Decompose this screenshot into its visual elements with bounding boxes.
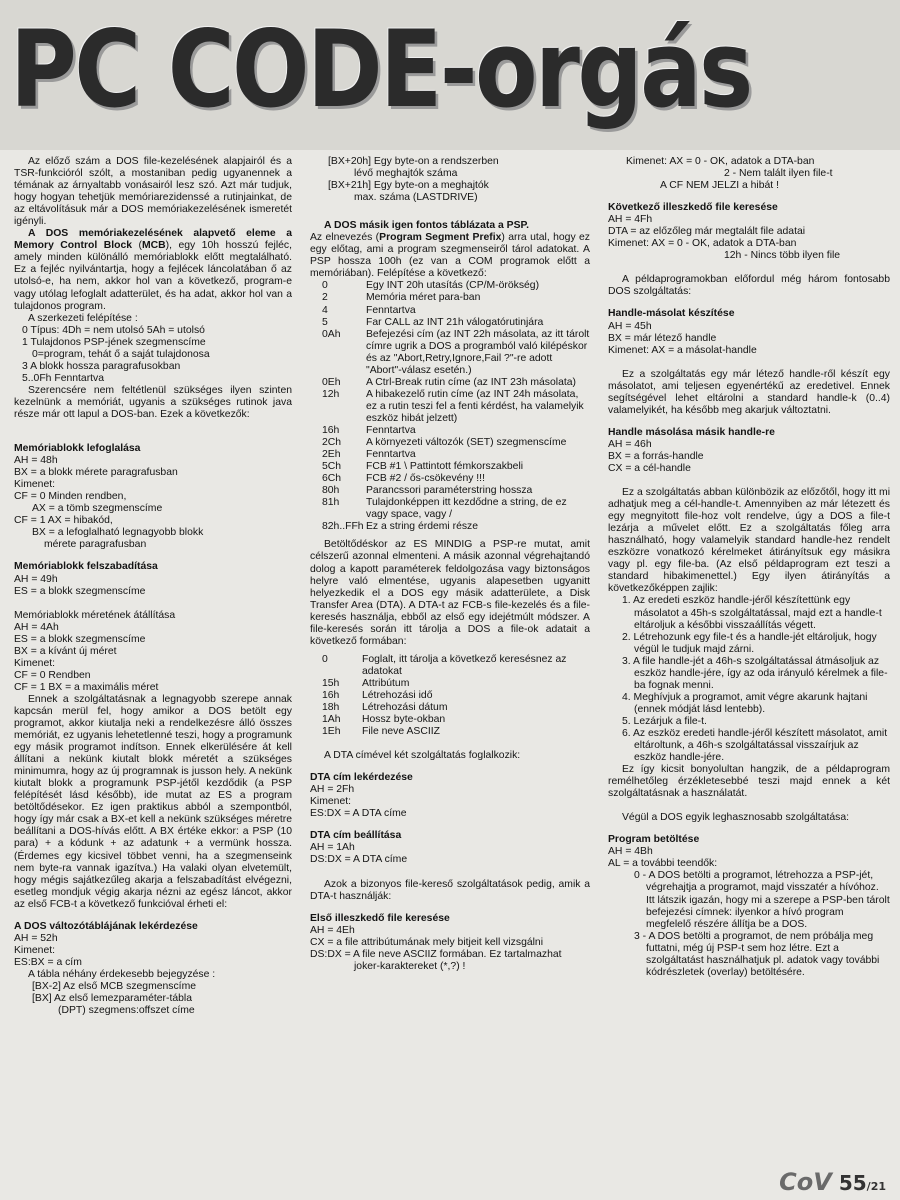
exec-line: AL = a további teendők: xyxy=(608,858,718,870)
steps-after: Ez így kicsit bonyolultan hangzik, de a példaprogram remélhetőleg érzékletesebbé teszi majd ennek a két szolgáltatásnak a használatát. xyxy=(608,764,890,800)
dup-paragraph: Ez a szolgáltatás egy már létező handle-ről készít egy másolatot, ami teljesen egyenértékű az eredetivel. Ennek segítségével lehet eltárolni a standard handle-k (0..4) valamelyikét, ha később meg akarjuk változtatni. xyxy=(608,368,890,416)
resize-title: Memóriablokk méretének átállítása xyxy=(14,609,176,621)
psp-row xyxy=(310,292,590,304)
struct-line: 0 Típus: 4Dh = nem utolsó 5Ah = utolsó xyxy=(22,324,205,336)
column-1 xyxy=(14,156,292,1017)
env-line: AH = 52h xyxy=(14,932,58,944)
psp-row xyxy=(310,280,590,292)
psp-desc: FCB #2 / ős-csökevény !!! xyxy=(366,473,485,485)
psp-desc: Fenntartva xyxy=(366,304,416,316)
psp-offset: 2Eh xyxy=(322,449,341,461)
env-entry: [BX] Az első lemezparaméter-tábla xyxy=(32,993,192,1005)
dta-row xyxy=(310,678,590,690)
page-number: 55 xyxy=(838,1171,867,1195)
psp-offset: 6Ch xyxy=(322,473,342,485)
dta-desc: Foglalt, itt tárolja a következő keresésnez az adatokat xyxy=(362,653,567,677)
exec-options-list xyxy=(608,870,890,978)
dta-desc: File neve ASCIIZ xyxy=(362,726,440,738)
dup-line: AH = 45h xyxy=(608,320,652,332)
psp-offset: 2Ch xyxy=(322,437,342,449)
search-intro: Azok a bizonyos file-kereső szolgáltatások pedig, amik a DTA-t használják: xyxy=(310,878,590,902)
psp-row xyxy=(310,389,590,425)
dta-get-line: AH = 2Fh xyxy=(310,784,355,796)
psp-offset: 5Ch xyxy=(322,461,342,473)
psp-row xyxy=(310,305,590,317)
dta-desc: Hossz byte-okban xyxy=(362,714,446,726)
psp-desc: A környezeti változók (SET) szegmenscíme xyxy=(366,437,567,449)
redirect-step: 4. Meghívjuk a programot, amit végre akarunk hajtani (ennek módját lásd lentebb). xyxy=(622,691,868,715)
next-line: Kimenet: AX = 0 - OK, adatok a DTA-ban xyxy=(608,238,797,250)
alloc-line: BX = a lefoglalható legnagyobb blokk xyxy=(32,527,204,539)
struct-line: 5..0Fh Fenntartva xyxy=(22,372,105,384)
psp-row xyxy=(310,461,590,473)
psp-row xyxy=(310,497,590,521)
psp-offset: 0Eh xyxy=(322,376,341,388)
psp-offset: 82h..FFh xyxy=(322,521,364,533)
table-entry: [BX+21h] Egy byte-on a meghajtók xyxy=(328,180,489,192)
dta-services: A DTA címével két szolgáltatás foglalkozik: xyxy=(324,750,521,762)
resize-line: Kimenet: xyxy=(14,657,56,669)
dta-offset: 1Eh xyxy=(322,726,341,738)
psp-desc: Egy INT 20h utasítás (CP/M-örökség) xyxy=(366,280,540,292)
page-footer xyxy=(779,1168,886,1196)
column-3 xyxy=(608,156,890,979)
exec-line: AH = 4Bh xyxy=(608,846,653,858)
psp-row xyxy=(310,521,590,533)
dup-title: Handle-másolat készítése xyxy=(608,308,735,320)
psp-desc: Memória méret para-ban xyxy=(366,292,481,304)
dta-desc: Létrehozási idő xyxy=(362,689,433,701)
psp-desc: Ez a string érdemi része xyxy=(366,521,479,533)
title-banner xyxy=(0,0,900,150)
dup2-line: BX = a forrás-handle xyxy=(608,450,704,462)
alloc-line: Kimenet: xyxy=(14,479,56,491)
psp-intro-a: Az elnevezés ( xyxy=(310,232,380,244)
dup2-title: Handle másolása másik handle-re xyxy=(608,426,775,438)
psp-offset: 0Ah xyxy=(322,328,341,340)
dta-paragraph: Betöltődéskor az ES MINDIG a PSP-re mutat, amit célszerű azonnal elmenteni. A másik azonnal végrehajtandó dolog a kapott paraméterek feldolgozása vagy biztonságos helyre való elmentése, ugyanis alapesetben ugyanitt helyezkedik el a DOS egy másik adatterülete, a Disk Transfer Area (DTA). A DTA-t az FCB-s file-kezelés és a file-keresés használja, ebből az első egy idejétmúlt módszer. A file-keresés során itt tárolja a DOS a file-ok adatait a következő formában: xyxy=(310,539,590,647)
psp-desc: FCB #1 \ Pattintott fémkorszakbeli xyxy=(366,461,524,473)
struct-line: 3 A blokk hossza paragrafusokban xyxy=(22,360,181,372)
dta-offset: 18h xyxy=(322,702,340,714)
resize-line: BX = a kívánt új méret xyxy=(14,645,117,657)
alloc-line: CF = 0 Minden rendben, xyxy=(14,491,127,503)
psp-desc: Befejezési cím (az INT 22h másolata, az itt tárolt címre ugrik a DOS a programból való kilépéskor és az "Abort,Retry,Ignore,Fail ?"-re adott "Abort"-válasz esetén.) xyxy=(366,328,590,376)
dta-offset: 1Ah xyxy=(322,714,341,726)
mcb-term: Memory Control Block xyxy=(14,240,133,252)
resize-line: CF = 1 BX = a maximális méret xyxy=(14,681,159,693)
mcb-rest: , egy 10h hosszú fejléc, amely minden különálló memóriablokk előtt megtalálható. Ez a fejléc nyilvántartja, hogy a fejlécek láncolatában ő az utolsó-e, ha nem, akkor hol van a következő, program-e vagy utólag lefoglalt adatterület, és ha adat, akkor hol van a tulajdonos program. xyxy=(14,240,292,312)
redirect-step: 6. Az eszköz eredeti handle-jéről készített másolatot, amit eltároltunk, a 46h-s szolgáltatással visszaírjuk az eszköz handle-jére. xyxy=(622,727,888,764)
resize-line: AH = 4Ah xyxy=(14,621,59,633)
struct-after: Szerencsére nem feltétlenül szükséges ilyen szinten kezelnünk a memóriát, ugyanis a szükséges rutinok java része már ott lapul a DOS-ban. Ezek a következők: xyxy=(14,384,292,420)
next-title: Következő illeszkedő file keresése xyxy=(608,202,778,214)
magazine-logo: CoV xyxy=(779,1168,832,1196)
psp-row xyxy=(310,329,590,377)
psp-intro-term: Program Segment Prefix xyxy=(379,232,502,244)
dta-row xyxy=(310,702,590,714)
struct-line: 0=program, tehát ő a saját tulajdonosa xyxy=(32,348,210,360)
dta-structure-list xyxy=(310,654,590,738)
env-note: A tábla néhány érdekesebb bejegyzése : xyxy=(28,968,216,980)
env-line: ES:BX = a cím xyxy=(14,956,82,968)
psp-title: A DOS másik igen fontos táblázata a PSP. xyxy=(324,220,529,232)
column-2 xyxy=(310,156,590,973)
psp-desc: Far CALL az INT 21h válogatórutinjára xyxy=(366,316,544,328)
resize-line: ES = a blokk szegmenscíme xyxy=(14,633,146,645)
alloc-title: Memóriablokk lefoglalása xyxy=(14,443,141,455)
page-title: PC CODE-orgás xyxy=(10,8,751,131)
dta-row xyxy=(310,654,590,678)
psp-intro xyxy=(310,232,590,280)
redirect-step: 2. Létrehozunk egy file-t és a handle-jét eltároljuk, hogy végül le tudjuk majd zárni. xyxy=(622,631,877,655)
psp-offset: 12h xyxy=(322,388,340,400)
dta-get-line: ES:DX = A DTA címe xyxy=(310,808,407,820)
first-out-line: A CF NEM JELZI a hibát ! xyxy=(660,180,779,192)
dta-set-title: DTA cím beállítása xyxy=(310,830,402,842)
mcb-paragraph: A DOS memóriakezelésének alapvető eleme a Memory Control Block (MCB), egy 10h hosszú fejléc, amely minden különálló memóriablokk előtt megtalálható. Ez a fejléc nyilvántartja, hogy a fejlécek láncolatában ő az utolsó-e, ha nem, akkor hol van a következő, program-e vagy utólag lefoglalt adatterület, és ha adat, akkor hol van a tulajdonos program. xyxy=(14,228,292,312)
dta-row xyxy=(310,726,590,738)
dta-get-title: DTA cím lekérdezése xyxy=(310,772,413,784)
psp-offset: 2 xyxy=(322,292,328,304)
psp-intro-b: ) arra utal, hogy ez egy előtag, ami a program szegmenseiről tárol adatokat. A PSP hossza 100h (ez van a COM programok előtt a memóriában). Felépítése a következő: xyxy=(310,232,590,280)
first-line: AH = 4Eh xyxy=(310,924,355,936)
dta-offset: 0 xyxy=(322,653,328,665)
psp-desc: Parancssori paraméterstring hossza xyxy=(366,485,533,497)
dup2-line: CX = a cél-handle xyxy=(608,462,691,474)
psp-desc: A Ctrl-Break rutin címe (az INT 23h másolata) xyxy=(366,376,576,388)
intro-paragraph: Az előző szám a DOS file-kezelésének alapjairól és a TSR-funkcióról szólt, a mostaniban pedig ugyanennek a témának az árnyaltabb vonásairól lesz szó. Azt már tudjuk, hogy hogyan tehetjük memóriarezidenssé a rutinjainkat, de az eltávolításuk már a DOS memóriakezelésének ismeretét igényli. xyxy=(14,156,292,228)
psp-row xyxy=(310,425,590,437)
table-entry: max. száma (LASTDRIVE) xyxy=(354,192,478,204)
psp-desc: A hibakezelő rutin címe (az INT 24h másolata, ez a rutin teszi fel a fenti kérdést, ha valamelyik eszköz hibát jelzett) xyxy=(366,388,584,424)
mcb-abbr: MCB xyxy=(141,240,166,252)
psp-offset: 81h xyxy=(322,497,340,509)
psp-row xyxy=(310,485,590,497)
next-line: DTA = az előzőleg már megtalált file adatai xyxy=(608,226,806,238)
first-out-line: Kimenet: AX = 0 - OK, adatok a DTA-ban xyxy=(626,156,815,167)
free-line: ES = a blokk szegmenscíme xyxy=(14,585,146,597)
first-line: DS:DX = A file neve ASCIIZ formában. Ez tartalmazhat joker-karaktereket (*,?) ! xyxy=(310,948,562,972)
psp-desc: Fenntartva xyxy=(366,424,416,436)
dta-row xyxy=(310,690,590,702)
env-title: A DOS változótáblájának lekérdezése xyxy=(14,920,198,932)
psp-desc: Fenntartva xyxy=(366,449,416,461)
psp-row xyxy=(310,317,590,329)
psp-offset: 80h xyxy=(322,485,340,497)
first-title: Első illeszkedő file keresése xyxy=(310,912,450,924)
resize-line: CF = 0 Rendben xyxy=(14,669,91,681)
alloc-line: CF = 1 AX = hibakód, xyxy=(14,515,113,527)
psp-row xyxy=(310,377,590,389)
dup2-line: AH = 46h xyxy=(608,438,652,450)
page-suffix: /21 xyxy=(866,1180,886,1193)
dta-set-line: DS:DX = A DTA címe xyxy=(310,854,408,866)
psp-offset: 16h xyxy=(322,424,340,436)
redirect-step: 5. Lezárjuk a file-t. xyxy=(622,715,707,727)
struct-line: 1 Tulajdonos PSP-jének szegmenscíme xyxy=(22,336,206,348)
alloc-line: AH = 48h xyxy=(14,455,58,467)
dup-line: BX = már létező handle xyxy=(608,332,717,344)
next-line: 12h - Nincs több ilyen file xyxy=(724,250,841,262)
psp-row xyxy=(310,473,590,485)
env-line: Kimenet: xyxy=(14,944,56,956)
env-entry: [BX-2] Az első MCB szegmenscíme xyxy=(32,981,196,992)
dta-desc: Létrehozási dátum xyxy=(362,702,448,714)
dta-set-line: AH = 1Ah xyxy=(310,842,355,854)
dta-row xyxy=(310,714,590,726)
dta-offset: 16h xyxy=(322,689,340,701)
dta-get-line: Kimenet: xyxy=(310,796,352,808)
mcb-lead: A DOS memóriakezelésének alapvető eleme a xyxy=(28,228,292,240)
redirect-step: 3. A file handle-jét a 46h-s szolgáltatással átmásoljuk az eszköz handle-jére, így az oda irányuló kérelmek a file-ba fognak menni. xyxy=(622,655,888,691)
three-intro: A példaprogramokban előfordul még három fontosabb DOS szolgáltatás: xyxy=(608,274,890,298)
next-line: AH = 4Fh xyxy=(608,214,653,226)
free-title: Memóriablokk felszabadítása xyxy=(14,561,158,573)
redirect-steps-list xyxy=(608,595,890,764)
last-intro: Végül a DOS egyik leghasznosabb szolgáltatása: xyxy=(622,812,850,824)
first-line: CX = a file attribútumának mely bitjeit kell vizsgálni xyxy=(310,936,544,948)
psp-offset: 4 xyxy=(322,304,328,316)
alloc-line: BX = a blokk mérete paragrafusban xyxy=(14,467,178,479)
struct-title: A szerkezeti felépítése : xyxy=(28,312,138,324)
redirect-step: 1. Az eredeti eszköz handle-jéről készítettünk egy másolatot a 45h-s szolgáltatással, majd ezt a handle-t eltároljuk a későbbi visszaállítás végett. xyxy=(622,595,882,631)
psp-desc: Tulajdonképpen itt kezdődne a string, de ez vagy space, vagy / xyxy=(366,497,567,521)
dup-line: Kimenet: AX = a másolat-handle xyxy=(608,344,757,356)
psp-offset: 5 xyxy=(322,316,328,328)
table-entry: [BX+20h] Egy byte-on a rendszerben xyxy=(328,156,499,167)
psp-structure-list xyxy=(310,280,590,533)
first-out-line: 2 - Nem talált ilyen file-t xyxy=(724,168,833,180)
alloc-line: AX = a tömb szegmenscíme xyxy=(32,503,163,515)
table-entry: lévő meghajtók száma xyxy=(354,168,458,180)
exec-title: Program betöltése xyxy=(608,834,700,846)
exec-option: 3 - A DOS betölti a programot, de nem próbálja meg futtatni, még új PSP-t sem hoz létre. Ezt a szolgáltatást használhatjuk pl. adatok vagy további kódrészletek (overlay) betöltésére. xyxy=(634,930,880,978)
mem-paragraph: Ennek a szolgáltatásnak a legnagyobb szerepe annak kapcsán merül fel, hogy amikor a DOS betölt egy programot, akkor kiutalja neki a rendelkezésre álló összes memóriát, ez ugyanis lehetetlenné teszi, hogy a programunk egy másik programot indítson. Ennek elkerülésére át kell állítani a nekünk kiutalt blokk méretét a szükséges minimumra, hogy az új programnak is jusson hely. A nekünk kiutalt blokk a programunk PSP-jétől kezdődik (a PSP felépítését lásd később), ide mutat az ES a program betöltődésekor. Ez igen praktikus abból a szempontból, hogy így már csak a BX-et kell a nekünk szükséges méretre beállítani a DOS-hívás előtt. A BX értéke ekkor: a PSP (10 para) + a kódunk + az adatunk + a vermünk hossza. (Érdemes egy kicsivel többet venni, ha a szegmenseink nem byte-ra vannak igazítva.) Ha valaki olyan elvetemült, hogy mégis sajátkezűleg akarja a felszabadítást elvégezni, esetleg mondjuk végig akarja nézni az egész láncot, akkor az első FCB-t a következő funkcióval érheti el: xyxy=(14,693,292,910)
dta-offset: 15h xyxy=(322,677,340,689)
exec-option: 0 - A DOS betölti a programot, létrehozza a PSP-jét, végrehajtja a programot, majd visszatér a hívóhoz. Itt látszik igazán, hogy mi a szerepe a PSP-ben tárolt befejezési címnek: ilyenkor a hívó program megfelelő részére állítja be a DOS. xyxy=(634,870,890,930)
dta-desc: Attribútum xyxy=(362,677,410,689)
psp-row xyxy=(310,437,590,449)
psp-row xyxy=(310,449,590,461)
dup2-paragraph: Ez a szolgáltatás abban különbözik az előzőtől, hogy itt mi adhatjuk meg a cél-handle-t. Amennyiben az már létezett és egy megnyitott file-hoz volt rendelve, úgy a DOS a file-t lezárja a művelet előtt. Ez a szolgáltatás főleg arra használható, hogy valamelyik standard handle-hez rendelt eszközre vonatkozó kérelmeket átirányítsuk egy másikra vagy pl. egy file-ba. (Az első példaprogram ezt teszi a standard hibakimenettel.) Egy ilyen átirányítás a következőképpen zajlik: xyxy=(608,487,891,595)
env-entry: (DPT) szegmens:offszet címe xyxy=(58,1005,195,1017)
free-line: AH = 49h xyxy=(14,573,58,585)
alloc-line: mérete paragrafusban xyxy=(44,539,147,551)
psp-offset: 0 xyxy=(322,280,328,292)
